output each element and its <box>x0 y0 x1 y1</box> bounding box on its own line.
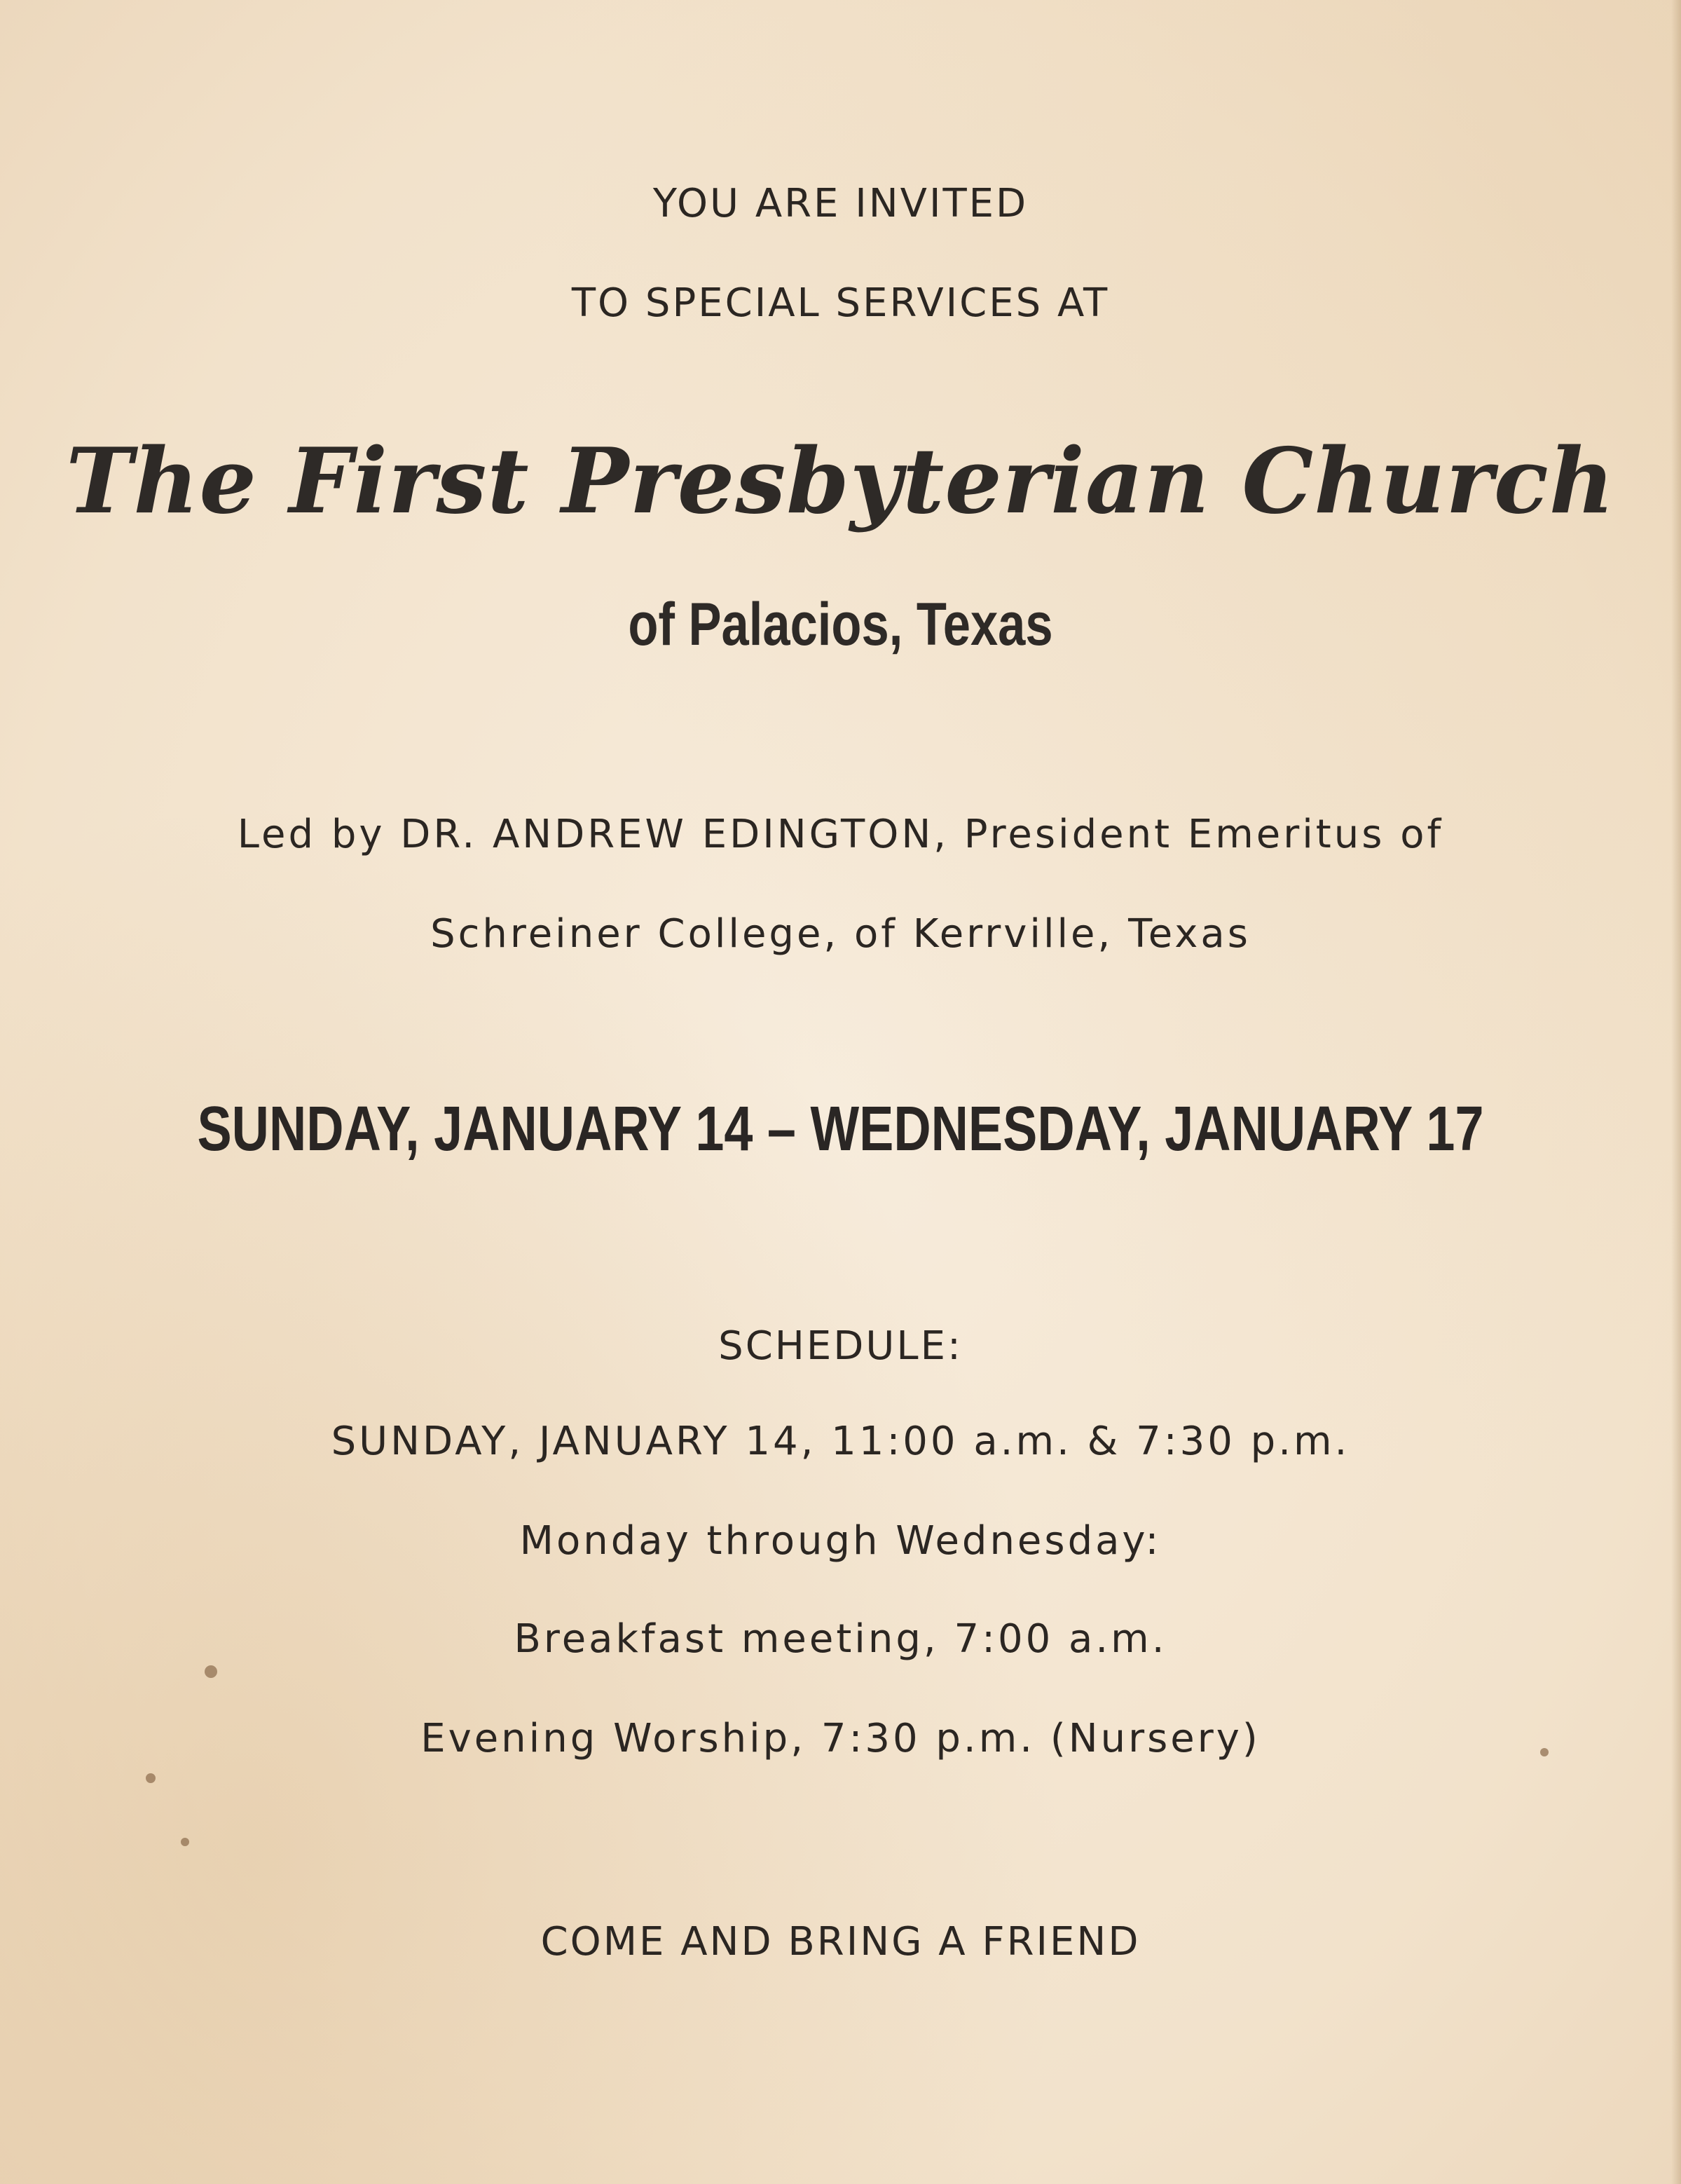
schedule-weekday-heading: Monday through Wednesday: <box>519 1518 1162 1564</box>
church-name-title: The First Presbyterian Church <box>66 429 1615 534</box>
leader-line-2: Schreiner College, of Kerrville, Texas <box>430 911 1251 957</box>
closing-line: COME AND BRING A FRIEND <box>540 1919 1141 1965</box>
church-location: of Palacios, Texas <box>628 591 1053 658</box>
schedule-evening: Evening Worship, 7:30 p.m. (Nursery) <box>420 1716 1261 1761</box>
paper-stain <box>1540 1748 1549 1756</box>
schedule-heading: SCHEDULE: <box>718 1323 963 1369</box>
invitation-line-1: YOU ARE INVITED <box>652 181 1029 226</box>
invitation-line-2: TO SPECIAL SERVICES AT <box>571 280 1110 326</box>
leader-line-1: Led by DR. ANDREW EDINGTON, President Emeritus of <box>237 812 1444 857</box>
schedule-sunday: SUNDAY, JANUARY 14, 11:00 a.m. & 7:30 p.m. <box>331 1419 1350 1464</box>
paper-stain <box>146 1773 156 1783</box>
date-range-heading: SUNDAY, JANUARY 14 – WEDNESDAY, JANUARY 17 <box>197 1094 1484 1164</box>
paper-edge-shadow <box>1671 0 1681 2184</box>
paper-stain <box>181 1838 189 1846</box>
schedule-breakfast: Breakfast meeting, 7:00 a.m. <box>514 1616 1167 1662</box>
paper-stain <box>205 1665 217 1678</box>
